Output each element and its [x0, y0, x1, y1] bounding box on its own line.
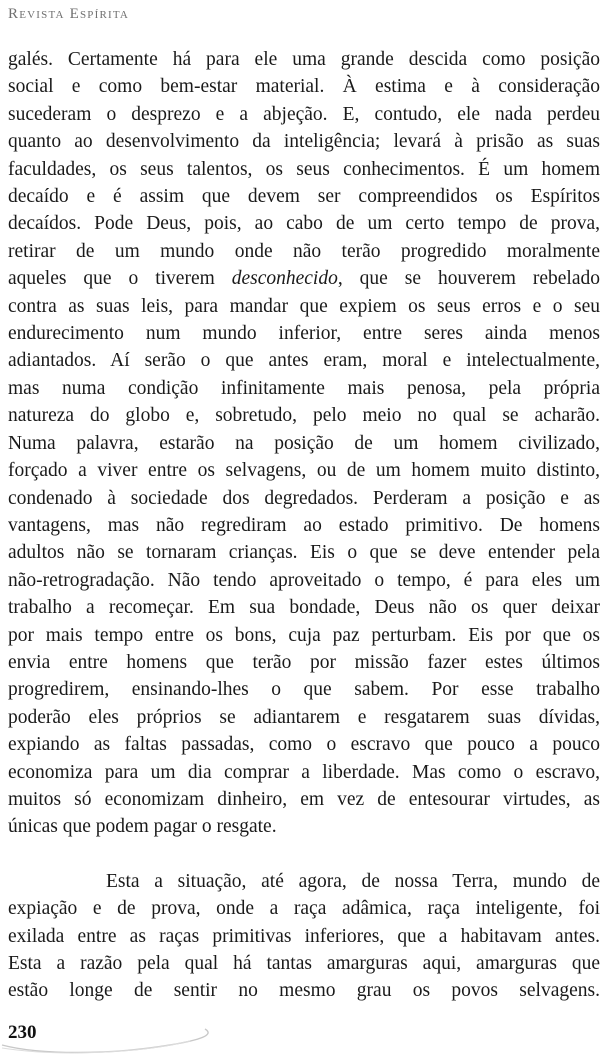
text-line: mas numa condição infinitamente mais penosa, pela própria: [8, 377, 600, 399]
text-line: adultos não se tornaram crianças. Eis o que se deve entender pela: [8, 542, 600, 564]
text-line-with-italic: [8, 265, 600, 292]
text-line: progredirem, ensinando-lhes o que sabem. Por esse trabalho: [8, 679, 600, 701]
text-line: forçado a viver entre os selvagens, ou de um homem muito distinto,: [8, 460, 600, 482]
text-line: natureza do globo e, sobretudo, pelo meio no qual se acharão.: [8, 405, 600, 427]
text-line: condenado à sociedade dos degredados. Perderam a posição e as: [8, 487, 600, 509]
text-line: endurecimento num mundo inferior, entre seres ainda menos: [8, 323, 600, 345]
text-line: quanto ao desenvolvimento da inteligência; levará à prisão as suas: [8, 131, 600, 153]
text-line: envia entre homens que terão por missão fazer estes últimos: [8, 651, 600, 673]
text-line: por mais tempo entre os bons, cuja paz perturbam. Eis por que os: [8, 624, 600, 646]
text-line: expiação e de prova, onde a raça adâmica, raça inteligente, foi: [8, 898, 600, 920]
text-line: adiantados. Aí serão o que antes eram, moral e intelectualmente,: [8, 350, 600, 372]
text-line: galés. Certamente há para ele uma grande descida como posição: [8, 49, 600, 70]
text-line: vantagens, mas não regrediram ao estado primitivo. De homens: [8, 514, 600, 536]
text-line: não-retrogradação. Não tendo aproveitado o tempo, é para eles um: [8, 569, 600, 591]
text-line: Esta a situação, até agora, de nossa Terra, mundo de: [106, 870, 600, 892]
text-line: Esta a razão pela qual há tantas amarguras aqui, amarguras que: [8, 953, 600, 974]
text-segment: aqueles que o tiverem: [8, 268, 232, 290]
running-header: Revista Espírita: [8, 6, 130, 22]
text-line: retirar de um mundo onde não terão progredido moralmente: [8, 240, 600, 262]
paragraph-1: [8, 46, 600, 841]
text-line: sucederam o desprezo e a abjeção. E, contudo, ele nada perdeu: [8, 103, 600, 125]
text-line: expiando as faltas passadas, como o escravo que pouco a pouco: [8, 734, 600, 756]
text-line: social e como bem-estar material. À estima e à consideração: [8, 76, 600, 98]
text-line: únicas que podem pagar o resgate.: [8, 816, 277, 838]
text-line: muitos só economizam dinheiro, em vez de entesourar virtudes, as: [8, 788, 600, 810]
text-line: Numa palavra, estarão na posição de um homem civilizado,: [8, 432, 600, 454]
text-segment: , que se houverem rebelado: [337, 268, 601, 290]
page-number: 230: [8, 1022, 37, 1043]
text-line: contra as suas leis, para mandar que expiem os seus erros e o seu: [8, 295, 600, 317]
text-line: decaído e é assim que devem ser compreendidos os Espíritos: [8, 186, 600, 208]
paragraph-2: [8, 868, 600, 1005]
text-line: estão longe de sentir no mesmo grau os povos selvagens.: [8, 980, 600, 1002]
text-line: trabalho a recomeçar. Em sua bondade, Deus não os quer deixar: [8, 597, 600, 619]
body-text: [8, 46, 600, 1005]
decorative-swoosh: [0, 1015, 260, 1055]
text-line: exilada entre as raças primitivas inferiores, que a habitavam antes.: [8, 925, 600, 947]
italic-word: desconhecido: [231, 268, 338, 290]
text-line: economiza para um dia comprar a liberdade. Mas como o escravo,: [8, 761, 600, 783]
text-line: faculdades, os seus talentos, os seus conhecimentos. É um homem: [8, 158, 600, 180]
text-line: poderão eles próprios se adiantarem e resgatarem suas dívidas,: [8, 706, 600, 728]
text-line: decaídos. Pode Deus, pois, ao cabo de um certo tempo de prova,: [8, 213, 600, 235]
